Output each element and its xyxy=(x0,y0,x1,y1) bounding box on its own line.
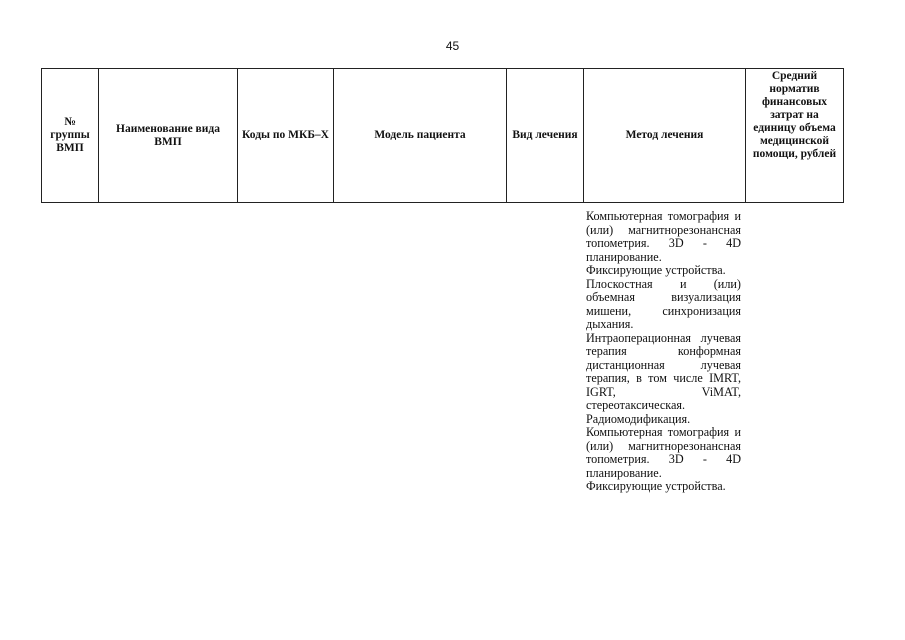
header-treatment-method: Метод лечения xyxy=(584,69,746,203)
header-group-number: № группы ВМП xyxy=(42,69,99,203)
header-icd-codes: Коды по МКБ–Х xyxy=(238,69,334,203)
vmp-table xyxy=(41,68,844,203)
page-number: 45 xyxy=(445,39,460,53)
header-patient-model: Модель пациента xyxy=(334,69,507,203)
method-paragraph: Плоскостная и (или) объемная визуализация мишени, синхронизация дыхания. xyxy=(586,276,741,331)
header-vmp-name: Наименование вида ВМП xyxy=(99,69,238,203)
method-paragraph: Компьютерная томография и (или) магнитнорезонансная топометрия. 3D - 4D планирование. xyxy=(586,209,741,264)
treatment-method-cell xyxy=(586,210,741,494)
table-header-row xyxy=(42,69,844,203)
method-paragraph: Интраоперационная лучевая терапия конформная дистанционная лучевая терапия, в том числе IMRT, IGRT, ViMAT, стереотаксическая. xyxy=(586,330,741,412)
method-paragraph: Радиомодификация. xyxy=(586,411,691,426)
method-paragraph: Фиксирующие устройства. xyxy=(586,479,726,493)
header-treatment-type: Вид лечения xyxy=(507,69,584,203)
header-average-cost: Средний норматив финансовых затрат на единицу объема медицинской помощи, рублей xyxy=(746,69,844,203)
method-paragraph: Компьютерная томография и (или) магнитнорезонансная топометрия. 3D - 4D планирование. xyxy=(586,425,741,480)
method-paragraph: Фиксирующие устройства. xyxy=(586,263,726,277)
